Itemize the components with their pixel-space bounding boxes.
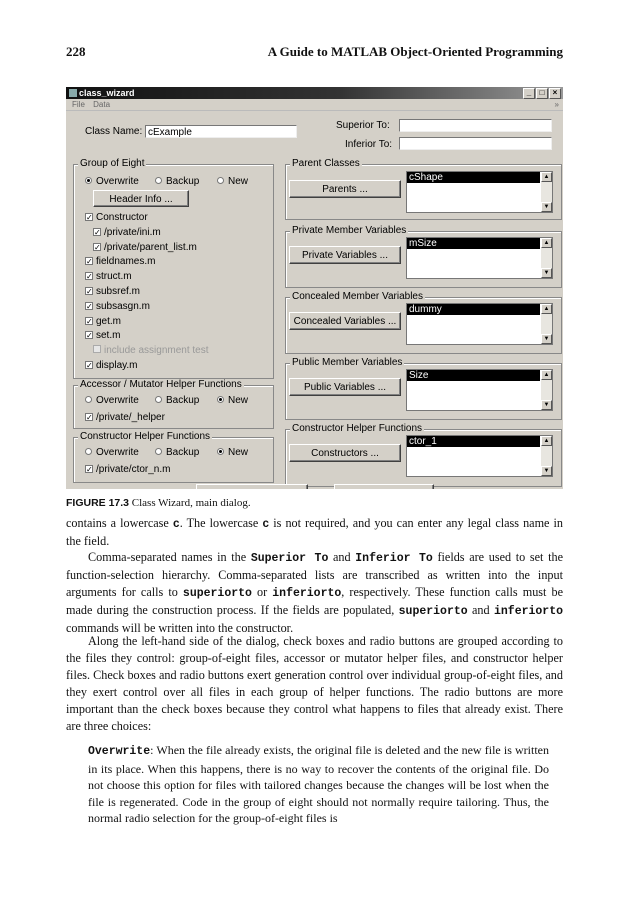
concealed-variables-button[interactable]: Concealed Variables ... xyxy=(289,312,401,330)
acc-new-radio[interactable]: New xyxy=(217,395,248,406)
private-ctor-n-checkbox[interactable]: ✓ /private/ctor_n.m xyxy=(86,464,171,475)
scrollbar[interactable] xyxy=(541,370,552,410)
check-icon: ✓ xyxy=(86,465,93,474)
public-vars-list[interactable] xyxy=(406,369,553,411)
check-icon: ✓ xyxy=(86,317,93,326)
goe-new-radio[interactable]: New xyxy=(217,176,248,187)
bottom-button-right[interactable] xyxy=(334,484,434,489)
list-selected-item[interactable]: mSize xyxy=(407,238,540,249)
class-wizard-window xyxy=(66,87,563,489)
set-checkbox[interactable]: ✓ set.m xyxy=(86,330,121,341)
ctor-backup-radio[interactable]: Backup xyxy=(155,447,199,458)
list-selected-item[interactable]: Size xyxy=(407,370,540,381)
include-assignment-test-checkbox: include assignment test xyxy=(93,345,209,356)
maximize-button[interactable]: □ xyxy=(536,88,548,99)
ctor-overwrite-radio[interactable]: Overwrite xyxy=(85,447,139,458)
parent-classes-title: Parent Classes xyxy=(292,158,360,169)
close-button[interactable]: × xyxy=(549,88,561,99)
radio-selected-icon xyxy=(217,448,224,455)
group-of-eight-title: Group of Eight xyxy=(80,158,145,169)
matlab-app-icon xyxy=(69,89,77,97)
accessor-mutator-title: Accessor / Mutator Helper Functions xyxy=(80,379,242,390)
inferior-to-input[interactable] xyxy=(399,137,552,150)
paragraph-1: contains a lowercase c. The lowercase c is not required, and you can enter any legal class name in the field. xyxy=(66,516,563,548)
scroll-down-icon[interactable]: ▼ xyxy=(541,202,552,212)
subsasgn-checkbox[interactable]: ✓ subsasgn.m xyxy=(86,301,150,312)
radio-selected-icon xyxy=(217,396,224,403)
check-icon: ✓ xyxy=(86,272,93,281)
menu-file[interactable]: File xyxy=(72,100,85,109)
private-variables-button[interactable]: Private Variables ... xyxy=(289,246,401,264)
radio-icon xyxy=(85,396,92,403)
check-icon: ✓ xyxy=(86,413,93,422)
paragraph-3: Along the left-hand side of the dialog, check boxes and radio buttons are grouped according to the files they control: group-of-eight files, accessor or mutator helper files, and constructor helper files. Check boxes and radio buttons exert generation control over individual group-of-eight files, and they exert control over all files in each group of helper functions. The radio buttons are more important than the check boxes because they control what happens to files that already exist. There are three choices: xyxy=(66,634,563,733)
concealed-vars-list[interactable] xyxy=(406,303,553,345)
figure-label: FIGURE 17.3 xyxy=(66,497,130,509)
scroll-down-icon[interactable]: ▼ xyxy=(541,268,552,278)
page-number: 228 xyxy=(66,44,86,59)
radio-icon xyxy=(155,396,162,403)
window-title: class_wizard xyxy=(79,88,135,98)
private-vars-title: Private Member Variables xyxy=(292,225,407,236)
get-checkbox[interactable]: ✓ get.m xyxy=(86,316,122,327)
ctor-helper-title: Constructor Helper Functions xyxy=(80,431,211,442)
scroll-down-icon[interactable]: ▼ xyxy=(541,334,552,344)
radio-icon xyxy=(155,177,162,184)
menu-bar xyxy=(66,99,563,111)
private-helper-checkbox[interactable]: ✓ /private/_helper xyxy=(86,412,165,423)
scroll-up-icon[interactable]: ▲ xyxy=(541,370,552,380)
parent-classes-list[interactable] xyxy=(406,171,553,213)
scroll-up-icon[interactable]: ▲ xyxy=(541,238,552,248)
overwrite-definition: Overwrite: When the file already exists, the original file is deleted and the new file is written in its place. When this happens, there is no way to recover the contents of the original file. Do not choose this option for files with tailored changes because the changes will be lost when the file is regenerated. Code in the group of eight should not normally require tailoring. Thus, the normal radio selection for the group-of-eight files is xyxy=(88,743,549,826)
parents-button[interactable]: Parents ... xyxy=(289,180,401,198)
public-vars-title: Public Member Variables xyxy=(292,357,403,368)
private-ini-checkbox[interactable]: ✓ /private/ini.m xyxy=(94,227,161,238)
scrollbar[interactable] xyxy=(541,238,552,278)
private-vars-list[interactable] xyxy=(406,237,553,279)
scroll-up-icon[interactable]: ▲ xyxy=(541,304,552,314)
goe-overwrite-radio[interactable]: Overwrite xyxy=(85,176,139,187)
check-icon: ✓ xyxy=(86,287,93,296)
acc-backup-radio[interactable]: Backup xyxy=(155,395,199,406)
scroll-up-icon[interactable]: ▲ xyxy=(541,436,552,446)
check-icon: ✓ xyxy=(86,361,93,370)
radio-selected-icon xyxy=(85,177,92,184)
scroll-down-icon[interactable]: ▼ xyxy=(541,466,552,476)
subsref-checkbox[interactable]: ✓ subsref.m xyxy=(86,286,140,297)
superior-to-input[interactable] xyxy=(399,119,552,132)
check-icon: ✓ xyxy=(86,213,93,222)
scrollbar[interactable] xyxy=(541,172,552,212)
goe-backup-radio[interactable]: Backup xyxy=(155,176,199,187)
scrollbar[interactable] xyxy=(541,304,552,344)
checkbox-icon xyxy=(93,345,101,353)
bottom-button-left[interactable] xyxy=(196,484,308,489)
check-icon: ✓ xyxy=(86,331,93,340)
inferior-to-label: Inferior To: xyxy=(345,139,393,150)
minimize-button[interactable]: _ xyxy=(523,88,535,99)
check-icon: ✓ xyxy=(94,243,101,252)
title-bar xyxy=(66,87,563,99)
scroll-up-icon[interactable]: ▲ xyxy=(541,172,552,182)
fieldnames-checkbox[interactable]: ✓ fieldnames.m xyxy=(86,256,156,267)
superior-to-label: Superior To: xyxy=(336,120,390,131)
ctor-new-radio[interactable]: New xyxy=(217,447,248,458)
figure-caption xyxy=(66,497,251,509)
scrollbar[interactable] xyxy=(541,436,552,476)
radio-icon xyxy=(217,177,224,184)
concealed-vars-title: Concealed Member Variables xyxy=(292,291,423,302)
ctor-helper-list[interactable] xyxy=(406,435,553,477)
private-parent-list-checkbox[interactable]: ✓ /private/parent_list.m xyxy=(94,242,197,253)
list-selected-item[interactable]: ctor_1 xyxy=(407,436,540,447)
radio-icon xyxy=(85,448,92,455)
menu-data[interactable]: Data xyxy=(93,100,111,109)
struct-checkbox[interactable]: ✓ struct.m xyxy=(86,271,132,282)
scroll-down-icon[interactable]: ▼ xyxy=(541,400,552,410)
constructor-checkbox[interactable]: ✓ Constructor xyxy=(86,212,148,223)
public-variables-button[interactable]: Public Variables ... xyxy=(289,378,401,396)
list-selected-item[interactable]: dummy xyxy=(407,304,540,315)
list-selected-item[interactable]: cShape xyxy=(407,172,540,183)
constructors-button[interactable]: Constructors ... xyxy=(289,444,401,462)
check-icon: ✓ xyxy=(86,257,93,266)
paragraph-2: Comma-separated names in the Superior To and Inferior To fields are used to set the function-selection hierarchy. Comma-separated lists are transcribed as written into the input arguments for calls to superiorto or inferiorto, respectively. These function calls must be made during the construction process. If the fields are populated, superiorto and inferiorto commands will be written into the constructor. xyxy=(66,550,564,635)
check-icon: ✓ xyxy=(94,228,101,237)
header-info-button[interactable]: Header Info ... xyxy=(93,190,189,207)
acc-overwrite-radio[interactable]: Overwrite xyxy=(85,395,139,406)
ctor-helper-right-title: Constructor Helper Functions xyxy=(292,423,423,434)
menu-overflow-icon[interactable]: » xyxy=(554,100,559,109)
class-name-input[interactable]: cExample xyxy=(145,125,297,138)
book-title: A Guide to MATLAB Object-Oriented Programming xyxy=(267,44,563,59)
display-checkbox[interactable]: ✓ display.m xyxy=(86,360,138,371)
radio-icon xyxy=(155,448,162,455)
class-name-label: Class Name: xyxy=(85,126,143,137)
ctor-helper-panel xyxy=(73,431,274,483)
figure-caption-text: Class Wizard, main dialog. xyxy=(131,497,251,509)
check-icon: ✓ xyxy=(86,302,93,311)
